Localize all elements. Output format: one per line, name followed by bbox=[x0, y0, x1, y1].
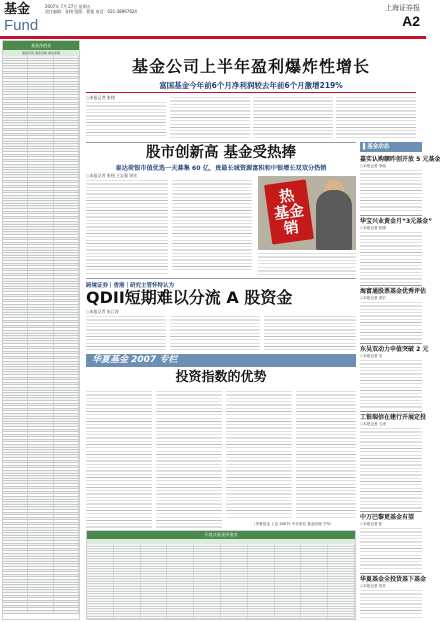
story2-body-column bbox=[258, 266, 356, 276]
news-sidebar bbox=[360, 142, 440, 620]
sidebar-headline: 中万巴黎更基金有望 bbox=[360, 514, 415, 521]
page-number: A2 bbox=[402, 13, 420, 29]
sidebar-body bbox=[360, 301, 422, 341]
story2-headline: 股市创新高 基金受热捧 bbox=[145, 145, 297, 161]
sidebar-divider bbox=[360, 573, 422, 574]
story3-headline: QDII短期难以分流 A 股资金 bbox=[86, 288, 293, 307]
story3-byline: ○本报记者 朱江涛 bbox=[86, 309, 119, 314]
story3-body-column bbox=[170, 315, 260, 351]
bottom-table-title: 开放式基金净值表 bbox=[87, 531, 355, 539]
sidebar-body bbox=[360, 169, 422, 213]
column-body bbox=[296, 390, 356, 520]
newspaper-name: 上海证券报 bbox=[385, 4, 420, 12]
column-headline: 投资指数的优势 bbox=[175, 370, 267, 385]
fund-table-rows bbox=[3, 56, 79, 614]
column-body bbox=[226, 390, 292, 520]
bottom-fund-table bbox=[86, 530, 356, 620]
sidebar-headline: 海富通股票基金优秀评估 bbox=[360, 288, 427, 295]
story2-subheadline: 泰达荷银市值优选一天募集 60 亿，贵最长城资源富积和中银增长双双分热销 bbox=[115, 165, 327, 172]
issue-date: 2007年 7月 27日 星期五 bbox=[45, 4, 91, 9]
photo-sign bbox=[264, 179, 314, 244]
bottom-table-rows bbox=[87, 544, 355, 619]
sidebar-divider bbox=[360, 343, 422, 344]
sidebar-divider bbox=[360, 511, 422, 512]
lead-body-column bbox=[253, 96, 333, 138]
section-title-en: Fund bbox=[4, 17, 39, 34]
lead-body-column bbox=[170, 96, 250, 138]
sidebar-byline: ○本报记者 张 bbox=[360, 522, 383, 526]
lead-divider bbox=[86, 92, 416, 93]
sidebar-divider bbox=[360, 215, 422, 216]
sidebar-divider bbox=[360, 411, 422, 412]
story-divider bbox=[86, 278, 356, 279]
story2-body-column bbox=[86, 179, 168, 275]
story3-body-column bbox=[264, 315, 356, 351]
editor-line: 责任编辑：张栩 组版：曹俊 电话：021-38967624 bbox=[45, 9, 137, 14]
column-banner-text: 华夏基金 2007 专栏 bbox=[92, 355, 178, 365]
masthead-rule bbox=[0, 36, 426, 39]
lead-body-column bbox=[336, 96, 416, 138]
sidebar-body bbox=[360, 427, 422, 509]
sidebar-headline: 工银瑞信在建行开展定投 bbox=[360, 414, 427, 421]
sidebar-headline: 东吴双动力申值突破 2 元 bbox=[360, 346, 429, 353]
sidebar-byline: ○本报记者 李丽 bbox=[360, 164, 386, 168]
sidebar-divider bbox=[360, 285, 422, 286]
photo-person bbox=[316, 190, 352, 250]
section-title: 基金 bbox=[4, 2, 31, 17]
lead-byline: ○本报记者 张栩 bbox=[86, 95, 115, 100]
sidebar-headline: 华夏基金全投货基下基金 bbox=[360, 576, 427, 583]
story2-byline: ○本报记者 张栩 王志强 周宏 bbox=[86, 173, 138, 178]
story3-kicker: 跨境证券｜香港｜研究主管怀特认为 bbox=[86, 283, 175, 289]
sidebar-byline: ○本报记者 周宏 bbox=[360, 296, 386, 300]
fund-nav-table bbox=[2, 40, 80, 620]
sidebar-byline: ○本报记者 吴 bbox=[360, 354, 383, 358]
photo-sign-text: 热 基金 销 bbox=[272, 186, 306, 238]
sidebar-headline: 嘉实认购额昨创开放 5 元基金 bbox=[360, 156, 440, 163]
fund-table-title: 基金净值表 bbox=[3, 41, 79, 50]
sidebar-body bbox=[360, 589, 422, 619]
story3-body-column bbox=[86, 315, 166, 351]
column-attribution: （华夏基金 上证 50ETF 中央单位 基金经理 方军） bbox=[252, 522, 334, 526]
story2-body-column bbox=[172, 179, 252, 271]
column-banner bbox=[86, 354, 356, 367]
sidebar-body bbox=[360, 527, 422, 571]
story-divider bbox=[86, 142, 356, 143]
sidebar-headline: 华宝兴业黄金月“3元基金” bbox=[360, 218, 433, 225]
column-body bbox=[86, 390, 152, 530]
sidebar-body bbox=[360, 231, 422, 283]
sidebar-header: ▌基金动态 bbox=[360, 142, 422, 152]
column-body bbox=[156, 390, 222, 530]
photo-caption bbox=[258, 252, 356, 264]
news-photo bbox=[258, 176, 356, 250]
table-row bbox=[87, 617, 355, 620]
sidebar-byline: ○本报记者 张栩 bbox=[360, 226, 386, 230]
lead-headline: 基金公司上半年盈利爆炸性增长 bbox=[131, 57, 370, 76]
lead-subheadline: 富国基金今年前6个月净利润较去年前6个月激增219% bbox=[159, 81, 343, 90]
sidebar-byline: ○本报记者 王涛 bbox=[360, 422, 386, 426]
sidebar-byline: ○本报记者 易非 bbox=[360, 584, 386, 588]
sidebar-body bbox=[360, 359, 422, 409]
fund-table-header: 基金代码 基金名称 单位净值 bbox=[3, 50, 79, 56]
lead-body-column bbox=[86, 101, 166, 138]
table-row bbox=[3, 611, 79, 614]
